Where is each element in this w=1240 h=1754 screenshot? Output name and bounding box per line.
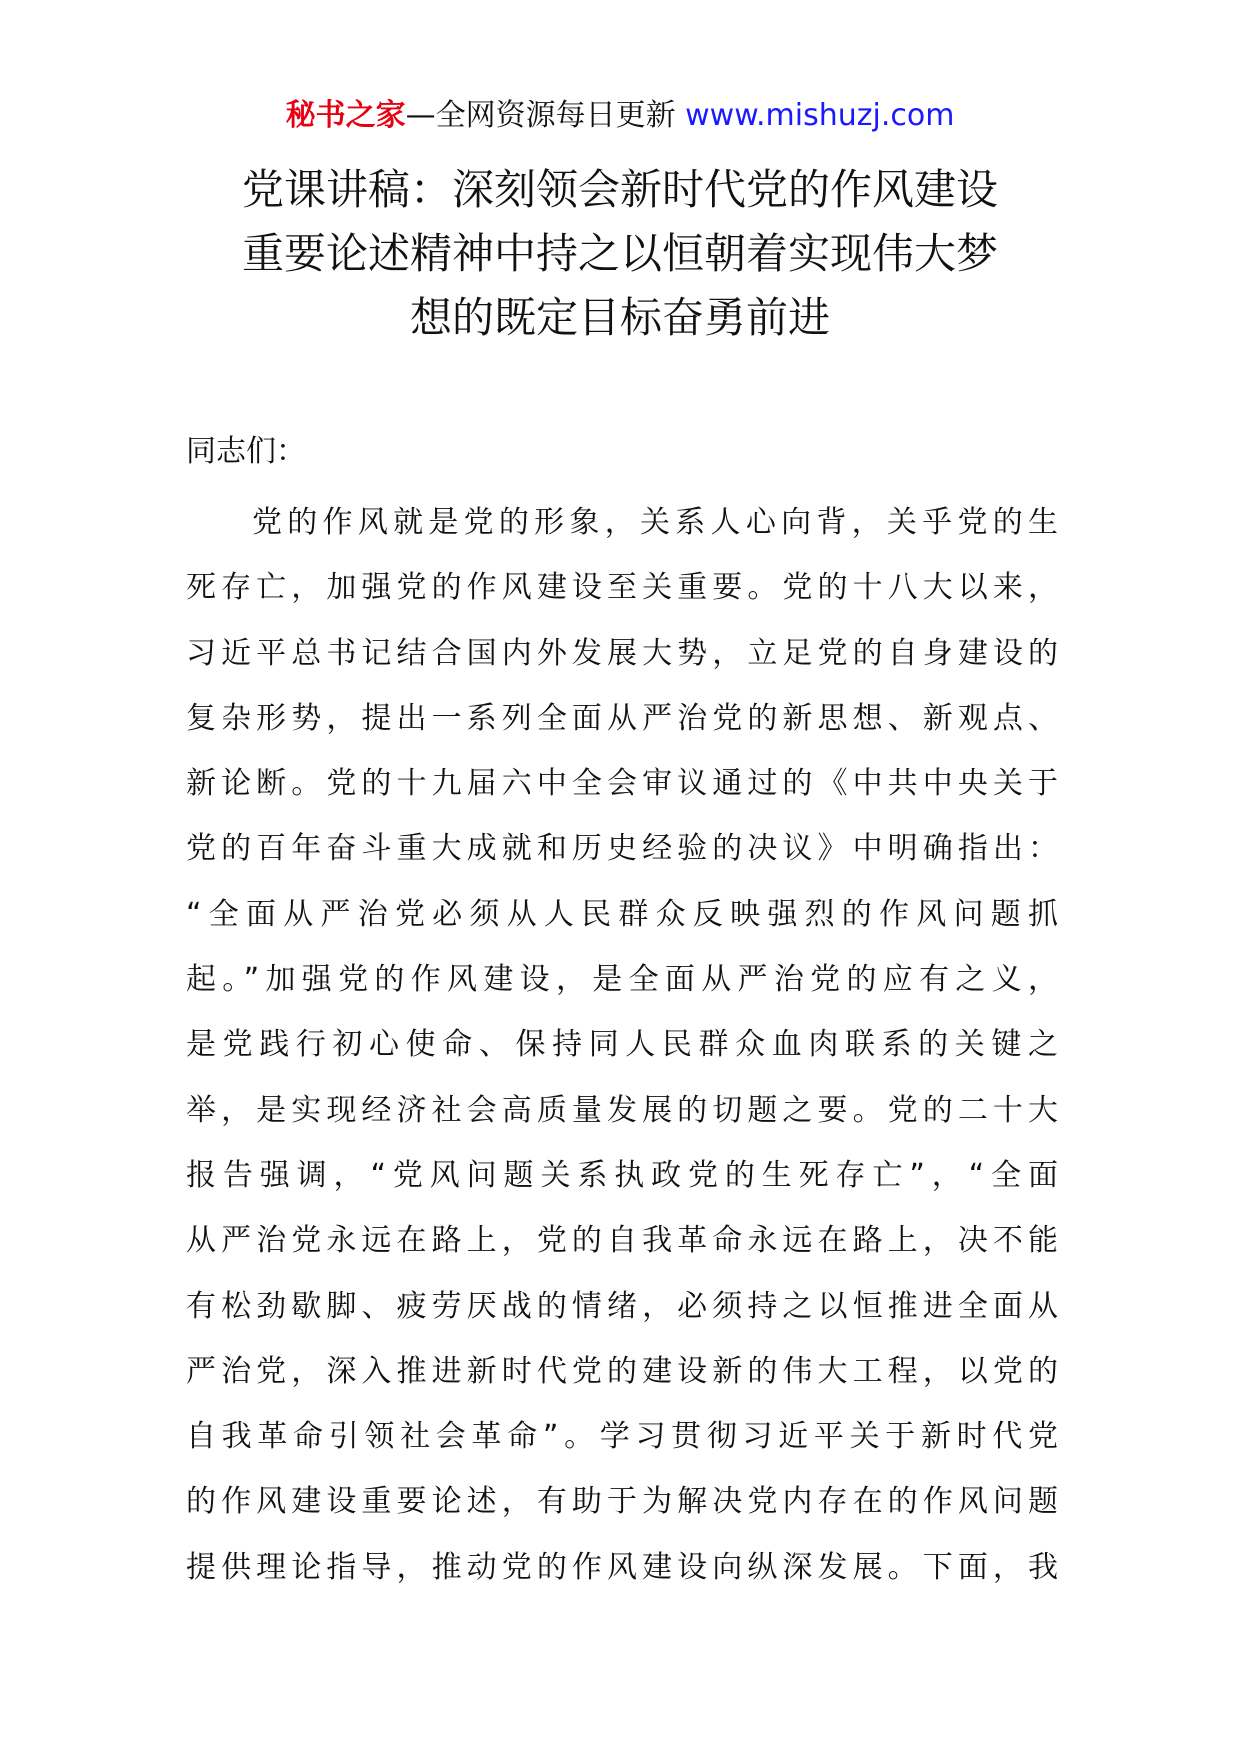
body-line: 从严治党永远在路上，党的自我革命永远在路上，决不能 xyxy=(186,1223,1058,1259)
body-line: 有松劲歇脚、疲劳厌战的情绪，必须持之以恒推进全面从 xyxy=(186,1288,1058,1324)
body-line: 是党践行初心使命、保持同人民群众血肉联系的关键之 xyxy=(186,1027,1058,1063)
body-line: 提供理论指导，推动党的作风建设向纵深发展。下面，我 xyxy=(186,1549,1058,1585)
site-header xyxy=(0,98,1240,134)
body-line: 复杂形势，提出一系列全面从严治党的新思想、新观点、 xyxy=(186,700,1058,736)
body-line: 严治党，深入推进新时代党的建设新的伟大工程，以党的 xyxy=(186,1353,1058,1389)
site-brand: 秘书之家 xyxy=(285,98,406,133)
body-line: 习近平总书记结合国内外发展大势，立足党的自身建设的 xyxy=(186,635,1058,671)
body-line: 死存亡，加强党的作风建设至关重要。党的十八大以来， xyxy=(186,570,1058,606)
title-line: 重要论述精神中持之以恒朝着实现伟大梦 xyxy=(241,229,998,278)
title-line: 想的既定目标奋勇前进 xyxy=(409,293,830,342)
salutation: 同志们： xyxy=(186,434,306,469)
site-tagline: —全网资源每日更新 xyxy=(405,98,686,133)
body-line: 举，是实现经济社会高质量发展的切题之要。党的二十大 xyxy=(186,1092,1058,1128)
body-line: 党的作风就是党的形象，关系人心向背，关乎党的生 xyxy=(252,505,1058,540)
title-line: 党课讲稿：深刻领会新时代党的作风建设 xyxy=(241,165,998,214)
body-line: 党的百年奋斗重大成就和历史经验的决议》中明确指出： xyxy=(186,831,1058,867)
body-line: 的作风建设重要论述，有助于为解决党内存在的作风问题 xyxy=(186,1484,1058,1520)
body-line: “全面从严治党必须从人民群众反映强烈的作风问题抓 xyxy=(186,896,1058,932)
body-paragraph xyxy=(186,490,1058,1600)
body-line: 新论断。党的十九届六中全会审议通过的《中共中央关于 xyxy=(186,766,1058,802)
body-line: 自我革命引领社会革命”。学习贯彻习近平关于新时代党 xyxy=(186,1419,1058,1455)
site-url-link[interactable]: www.mishuzj.com xyxy=(685,98,955,133)
document-title xyxy=(150,158,1090,350)
body-line: 起。”加强党的作风建设，是全面从严治党的应有之义， xyxy=(186,962,1058,998)
body-line: 报告强调，“党风问题关系执政党的生死存亡”，“全面 xyxy=(186,1157,1058,1193)
